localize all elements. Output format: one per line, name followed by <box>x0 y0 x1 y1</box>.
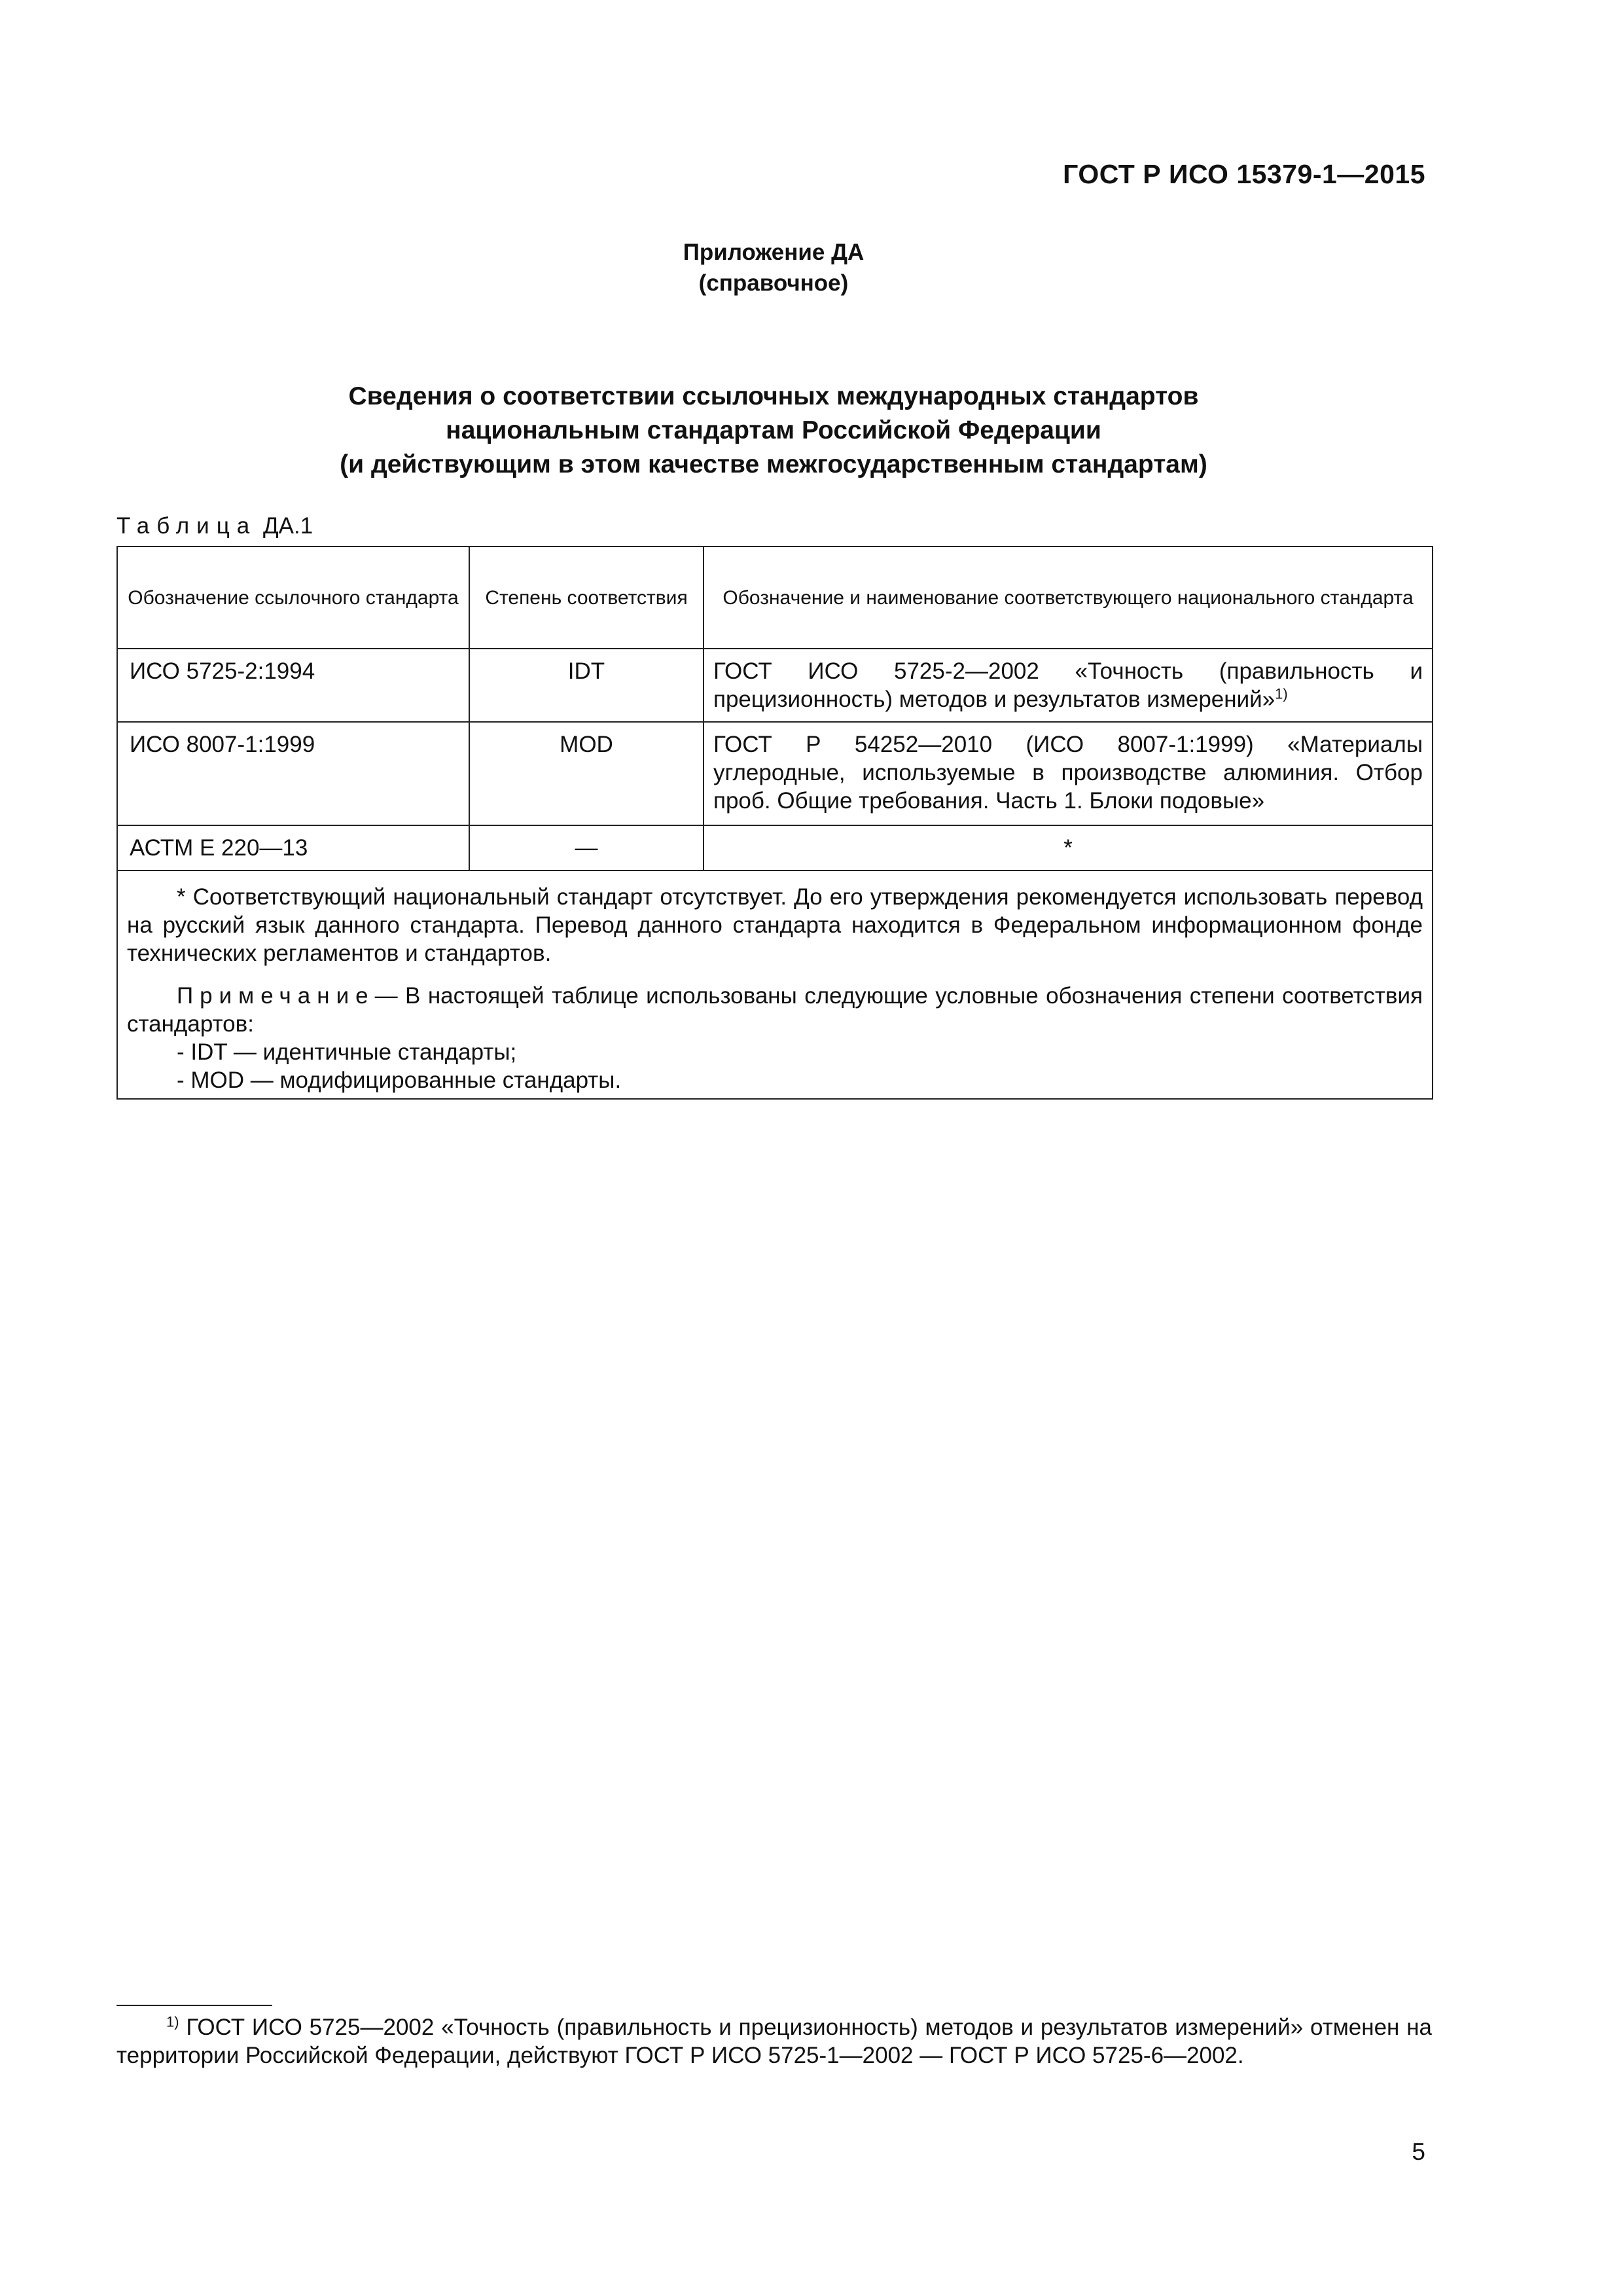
header-degree: Степень соответствия <box>469 547 704 649</box>
cell-degree: — <box>469 825 704 870</box>
main-title-line-2: национальным стандартам Российской Федерации <box>446 416 1101 444</box>
cell-degree: IDT <box>469 649 704 722</box>
note-paragraph <box>127 982 1423 1038</box>
main-title-line-1: Сведения о соответствии ссылочных международных стандартов <box>348 382 1199 410</box>
page-number: 5 <box>1412 2138 1425 2165</box>
table-row <box>117 649 1433 722</box>
footnote-text: ГОСТ ИСО 5725—2002 «Точность (правильность и прецизионность) методов и результатов измерений» отменен на территории Российской Федерации, действуют ГОСТ Р ИСО 5725-1—2002 — ГОСТ Р ИСО 5725-6—2002. <box>116 2015 1432 2068</box>
appendix-heading <box>0 237 1547 298</box>
document-code: ГОСТ Р ИСО 15379-1—2015 <box>1063 159 1425 189</box>
footnote-marker: 1) <box>166 2013 179 2030</box>
cell-national <box>704 649 1433 722</box>
cell-ref: АСТМ Е 220—13 <box>117 825 469 870</box>
appendix-title: Приложение ДА <box>683 240 865 265</box>
cell-national: ГОСТ Р 54252—2010 (ИСО 8007-1:1999) «Материалы углеродные, используемые в производстве алюминия. Отбор проб. Общие требования. Часть 1. Блоки подовые» <box>704 722 1433 825</box>
cell-degree: MOD <box>469 722 704 825</box>
table-caption-prefix: Таблица <box>116 513 257 539</box>
table-caption-number: ДА.1 <box>262 513 313 539</box>
standards-table <box>116 546 1433 1100</box>
cell-ref: ИСО 8007-1:1999 <box>117 722 469 825</box>
appendix-subtitle: (справочное) <box>698 270 849 296</box>
note-item: - MOD — модифицированные стандарты. <box>177 1067 622 1093</box>
footnote-mark: 1) <box>1275 685 1288 702</box>
note-item: - IDT — идентичные стандарты; <box>177 1039 517 1065</box>
note-label: Примечание <box>177 983 375 1009</box>
table-notes-row <box>117 870 1433 1099</box>
table-notes <box>117 870 1433 1099</box>
table-row <box>117 722 1433 825</box>
table-row <box>117 825 1433 870</box>
table-caption <box>116 513 313 539</box>
header-national-standard: Обозначение и наименование соответствующего национального стандарта <box>704 547 1433 649</box>
table-header-row <box>117 547 1433 649</box>
star-note: * Соответствующий национальный стандарт отсутствует. До его утверждения рекомендуется использовать перевод на русский язык данного стандарта. Перевод данного стандарта находится в Федеральном информационном фонде технических регламентов и стандартов. <box>127 884 1423 966</box>
note-text: — В настоящей таблице использованы следующие условные обозначения степени соответствия стандартов: <box>127 983 1423 1037</box>
header-ref-standard: Обозначение ссылочного стандарта <box>117 547 469 649</box>
cell-ref: ИСО 5725-2:1994 <box>117 649 469 722</box>
main-title <box>0 380 1547 482</box>
cell-national-text: ГОСТ ИСО 5725-2—2002 «Точность (правильность и прецизионность) методов и результатов измерений» <box>713 658 1423 712</box>
footnote-separator <box>116 2005 272 2006</box>
main-title-line-3: (и действующим в этом качестве межгосударственным стандартам) <box>340 450 1207 478</box>
cell-national: * <box>704 825 1433 870</box>
footnote <box>116 2013 1432 2070</box>
